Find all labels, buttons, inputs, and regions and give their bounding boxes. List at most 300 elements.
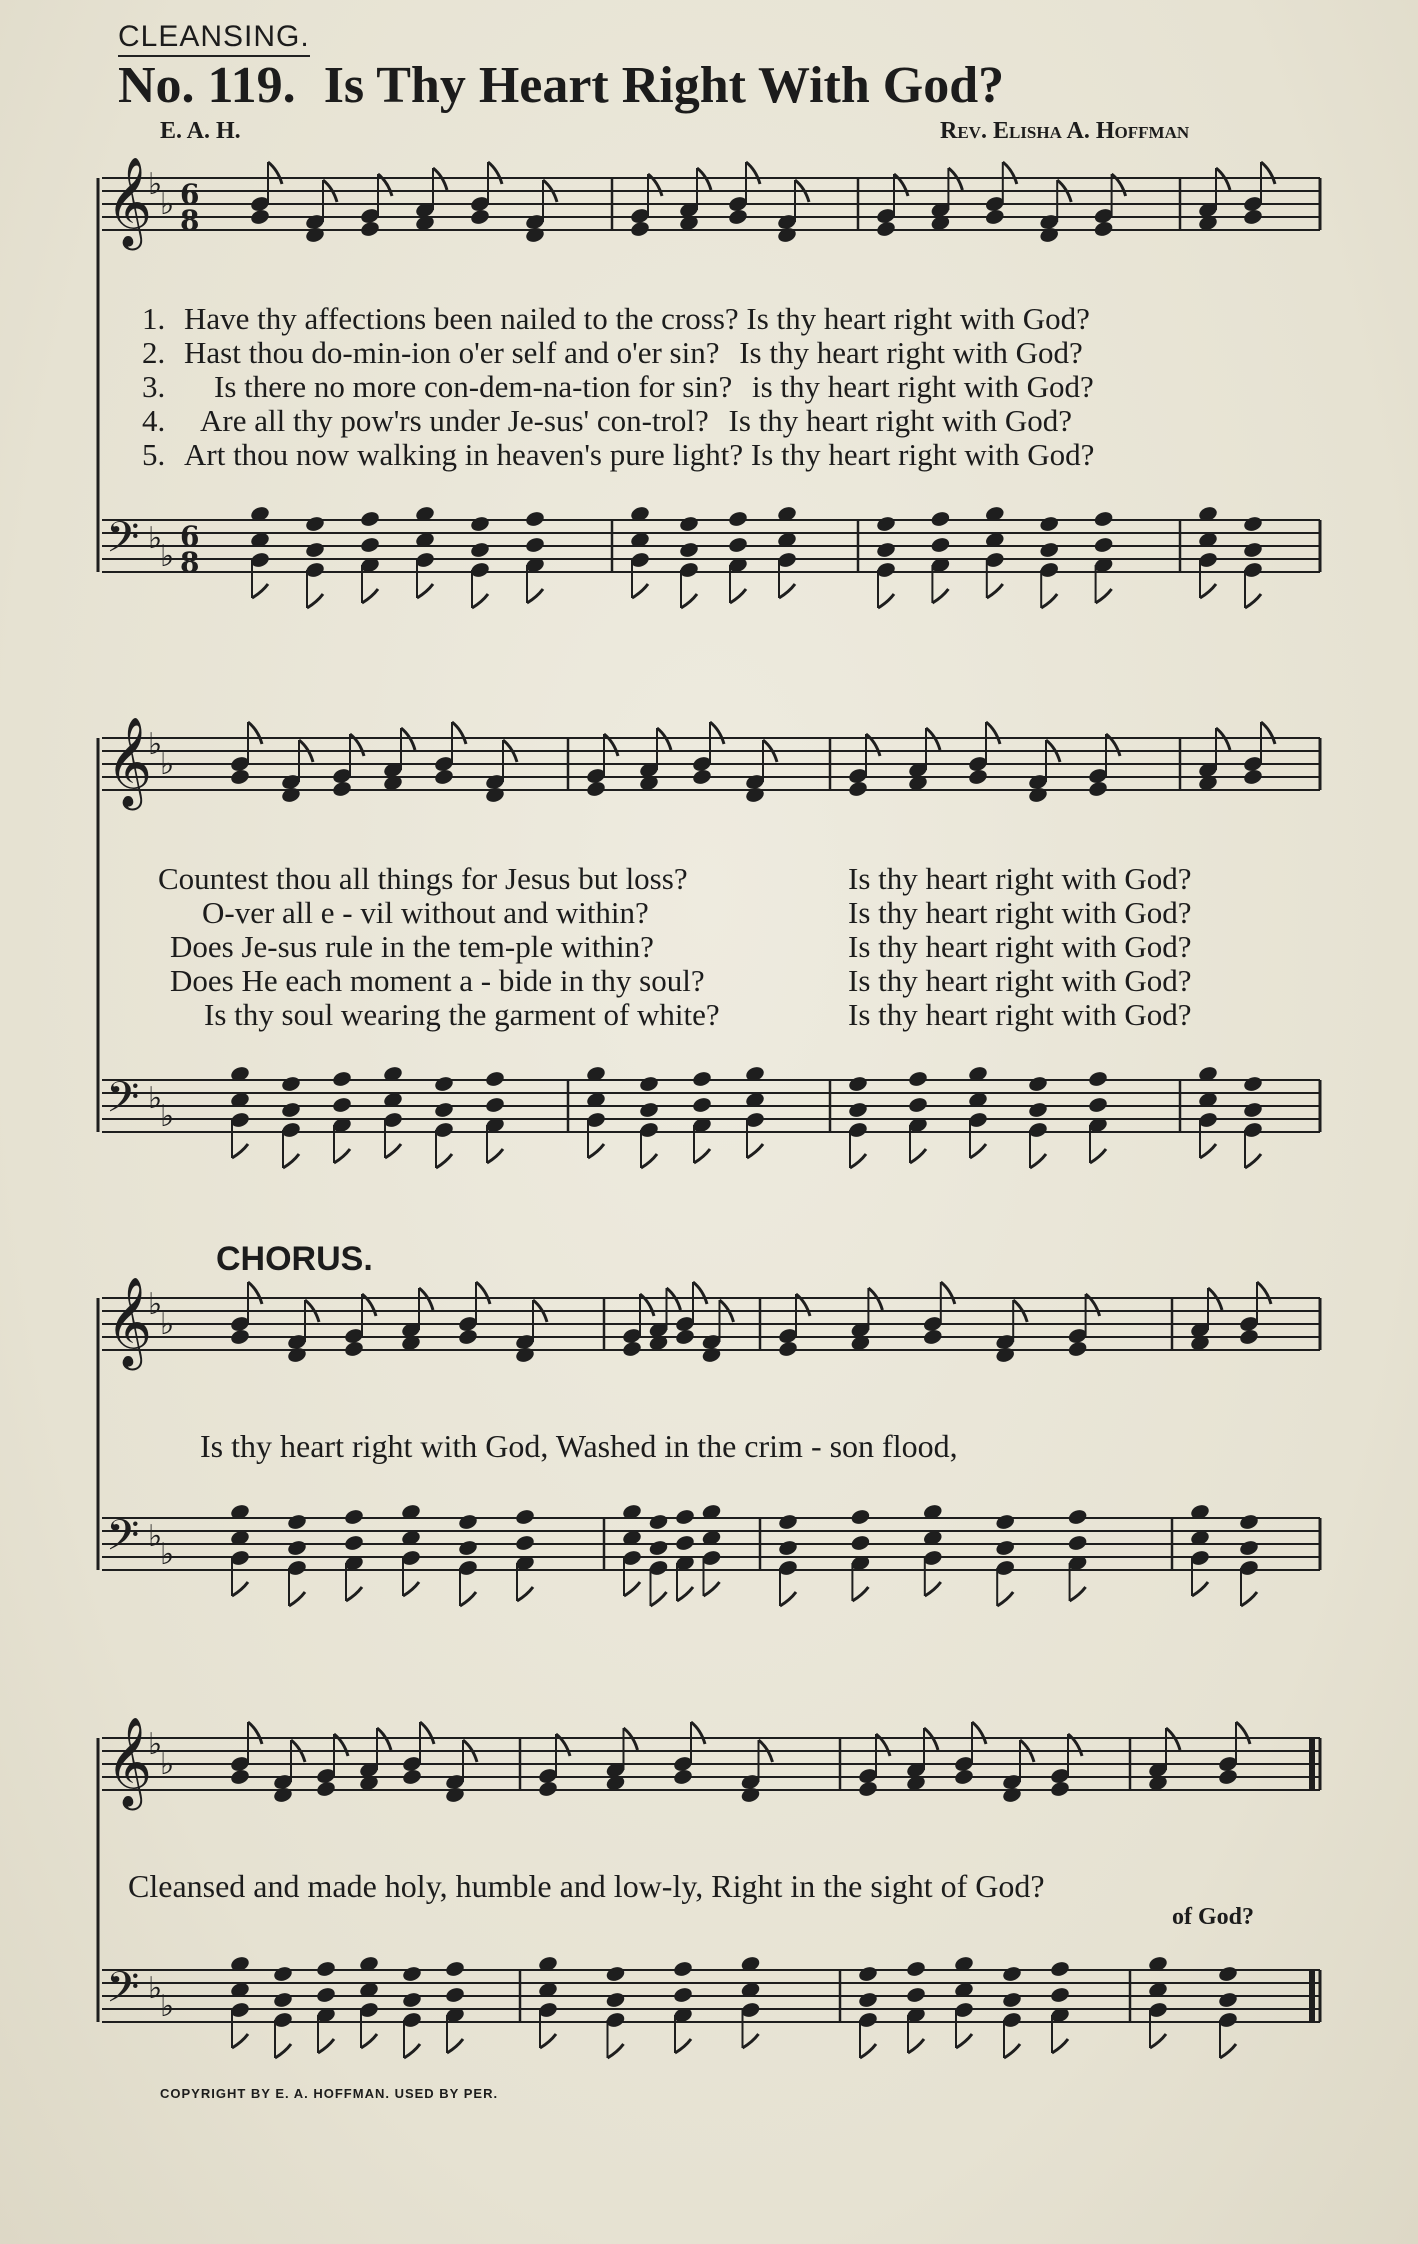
note-flag [404, 2044, 420, 2058]
note-head [691, 1096, 712, 1114]
note-flag [1030, 1154, 1046, 1168]
note-head [674, 1328, 695, 1346]
category-heading: CLEANSING. [118, 20, 310, 57]
note-head [1093, 536, 1114, 554]
note-head [930, 536, 951, 554]
note-head [638, 1101, 659, 1119]
treble-clef: 𝄞 [106, 1277, 153, 1367]
note-head [776, 226, 797, 244]
note-head [907, 1070, 928, 1088]
note-head [1039, 515, 1060, 533]
lyric-text: O-ver all e - vil without and within? [202, 895, 649, 930]
note-head [286, 1513, 307, 1531]
note-head [1001, 1991, 1022, 2009]
flat-sign: ♭ [148, 727, 163, 762]
note-head [995, 1513, 1016, 1531]
lyric-refrain: Is thy heart right with God? [848, 963, 1192, 998]
note-head [585, 780, 606, 798]
note-head [359, 510, 380, 528]
hymn-number: No. 119. [118, 57, 296, 114]
note-head [1027, 786, 1048, 804]
note-head [229, 1328, 250, 1346]
lyric-line [142, 438, 1094, 472]
note-head [691, 1070, 712, 1088]
note-head [1027, 1101, 1048, 1119]
note-head [907, 1096, 928, 1114]
note-flag [232, 2034, 248, 2048]
note-flag [307, 594, 323, 608]
note-head [514, 1508, 535, 1526]
lyric-text: Are all thy pow'rs under Je-sus' con-trol? [200, 403, 709, 438]
note-head [524, 536, 545, 554]
note-head [648, 1513, 669, 1531]
note-head [857, 1991, 878, 2009]
note-head [875, 220, 896, 238]
note-head [304, 541, 325, 559]
lyric-text: Countest thou all things for Jesus but loss? [158, 861, 688, 896]
note-flag [1070, 1587, 1086, 1601]
lyric-line [142, 370, 1094, 404]
note-head [524, 226, 545, 244]
chorus-lyric-line-1: Is thy heart right with God, Washed in the crim - son flood, [200, 1428, 958, 1464]
note-head [638, 1075, 659, 1093]
note-flag [632, 584, 648, 598]
flat-sign: ♭ [160, 747, 175, 782]
note-flag [852, 1587, 868, 1601]
note-flag [986, 722, 1000, 744]
note-flag [334, 1149, 350, 1163]
hymn-title: Is Thy Heart Right With God? [323, 57, 1005, 114]
lyric-refrain: Is thy heart right with God? [746, 301, 1090, 336]
note-flag [779, 584, 795, 598]
note-head [444, 1986, 465, 2004]
note-flag [850, 1154, 866, 1168]
note-flag [1261, 162, 1275, 184]
note-head [905, 1960, 926, 1978]
note-head [1087, 780, 1108, 798]
note-head [469, 515, 490, 533]
note-flag [361, 2034, 377, 2048]
note-flag [651, 1592, 667, 1606]
chorus-echo: of God? [1172, 1904, 1255, 1930]
note-head [401, 1991, 422, 2009]
note-head [674, 1508, 695, 1526]
note-flag [1192, 1582, 1208, 1596]
note-head [229, 768, 250, 786]
note-head [331, 1070, 352, 1088]
note-head [469, 208, 490, 226]
note-head [304, 226, 325, 244]
note-flag [318, 2039, 334, 2053]
flat-sign: ♭ [148, 1519, 163, 1554]
lyric-line [158, 896, 1192, 930]
note-head [1039, 226, 1060, 244]
note-flag [710, 722, 724, 744]
note-flag [730, 589, 746, 603]
note-head [272, 1965, 293, 1983]
note-head [875, 515, 896, 533]
note-head [331, 780, 352, 798]
note-head [648, 1539, 669, 1557]
note-head [1242, 515, 1263, 533]
note-head [1217, 1991, 1238, 2009]
verse-number: 1. [142, 301, 166, 336]
note-head [1238, 1513, 1259, 1531]
note-flag [447, 2039, 463, 2053]
note-head [875, 541, 896, 559]
note-flag [1261, 722, 1275, 744]
note-head [249, 208, 270, 226]
note-flag [641, 1154, 657, 1168]
note-flag [624, 1582, 640, 1596]
note-flag [362, 589, 378, 603]
note-flag [681, 594, 697, 608]
flat-sign: ♭ [160, 187, 175, 222]
note-head [280, 786, 301, 804]
note-flag [452, 722, 466, 744]
note-flag [693, 1282, 707, 1304]
lyric-text: Is thy soul wearing the garment of white? [204, 997, 720, 1032]
flat-sign: ♭ [148, 1287, 163, 1322]
note-head [444, 1960, 465, 1978]
note-head [727, 536, 748, 554]
note-head [331, 1096, 352, 1114]
lyric-text: Art thou now walking in heaven's pure light? [184, 437, 744, 472]
note-head [359, 536, 380, 554]
note-head [850, 1534, 871, 1552]
flat-sign: ♭ [148, 1971, 163, 2006]
note-flag [232, 1144, 248, 1158]
note-head [1001, 1786, 1022, 1804]
note-head [922, 1328, 943, 1346]
note-head [672, 1960, 693, 1978]
note-head [1087, 1096, 1108, 1114]
lyric-text: Does Je-sus rule in the tem-ple within? [170, 929, 654, 964]
note-head [691, 768, 712, 786]
lyric-line [158, 930, 1192, 964]
copyright-notice: COPYRIGHT BY E. A. HOFFMAN. USED BY PER. [160, 2086, 499, 2101]
note-flag [248, 722, 262, 744]
note-flag [436, 1154, 452, 1168]
note-flag [677, 1587, 693, 1601]
note-flag [997, 1592, 1013, 1606]
verse-number: 2. [142, 335, 166, 370]
note-head [1087, 1070, 1108, 1088]
note-flag [987, 584, 1003, 598]
note-head [1001, 1965, 1022, 1983]
note-flag [694, 1149, 710, 1163]
note-head [672, 1986, 693, 2004]
note-head [433, 1101, 454, 1119]
lyric-refrain: Is thy heart right with God? [848, 861, 1192, 896]
note-head [605, 1991, 626, 2009]
note-head [1093, 510, 1114, 528]
verse-lyrics-part1 [142, 302, 1094, 472]
note-head [1027, 1075, 1048, 1093]
note-head [1238, 1328, 1259, 1346]
flat-sign: ♭ [160, 1307, 175, 1342]
note-head [847, 1075, 868, 1093]
note-head [457, 1513, 478, 1531]
verse-number: 5. [142, 437, 166, 472]
note-head [286, 1346, 307, 1364]
note-flag [472, 594, 488, 608]
note-head [857, 1780, 878, 1798]
note-head [850, 1508, 871, 1526]
note-flag [1257, 1282, 1271, 1304]
note-flag [252, 584, 268, 598]
lyric-line [142, 302, 1094, 336]
flat-sign: ♭ [160, 539, 175, 574]
note-head [272, 1786, 293, 1804]
lyric-line [158, 964, 1192, 998]
note-head [280, 1101, 301, 1119]
note-flag [417, 584, 433, 598]
note-flag [972, 1722, 986, 1744]
lyric-refrain: Is thy heart right with God? [750, 437, 1095, 472]
time-signature-top: 6 [180, 520, 200, 553]
flat-sign: ♭ [160, 1989, 175, 2024]
verse-lyrics-part2 [158, 862, 1192, 1032]
treble-clef: 𝄞 [106, 157, 153, 247]
lyric-text: Is there no more con-dem-na-tion for sin? [214, 369, 733, 404]
note-head [484, 1070, 505, 1088]
lyric-text: Does He each moment a - bide in thy soul? [170, 963, 705, 998]
note-flag [527, 589, 543, 603]
note-flag [908, 2039, 924, 2053]
bass-clef: 𝄢 [106, 1073, 140, 1133]
note-flag [970, 1144, 986, 1158]
note-flag [956, 2034, 972, 2048]
note-head [905, 1986, 926, 2004]
bass-clef: 𝄢 [106, 513, 140, 573]
note-head [315, 1780, 336, 1798]
note-flag [248, 1722, 262, 1744]
note-head [727, 208, 748, 226]
note-head [777, 1539, 798, 1557]
note-flag [289, 1592, 305, 1606]
note-head [401, 1965, 422, 1983]
note-head [678, 515, 699, 533]
note-head [1049, 1780, 1070, 1798]
note-flag [925, 1582, 941, 1596]
note-flag [675, 2039, 691, 2053]
flat-sign: ♭ [148, 1727, 163, 1762]
note-head [629, 220, 650, 238]
note-head [1242, 541, 1263, 559]
note-flag [476, 1282, 490, 1304]
note-flag [878, 594, 894, 608]
note-head [953, 1768, 974, 1786]
note-head [457, 1539, 478, 1557]
note-head [984, 208, 1005, 226]
note-flag [1245, 594, 1261, 608]
note-head [359, 220, 380, 238]
note-head [1067, 1534, 1088, 1552]
note-flag [1245, 1154, 1261, 1168]
note-flag [1241, 1592, 1257, 1606]
time-signature-bottom: 8 [180, 204, 200, 237]
note-head [484, 786, 505, 804]
note-flag [780, 1592, 796, 1606]
bass-clef: 𝄢 [106, 1963, 140, 2023]
treble-clef: 𝄞 [106, 717, 153, 807]
lyric-text: Hast thou do-min-ion o'er self and o'er sin? [184, 335, 720, 370]
note-head [343, 1340, 364, 1358]
flat-sign: ♭ [148, 521, 163, 556]
note-flag [1090, 1149, 1106, 1163]
note-head [605, 1965, 626, 1983]
note-head [930, 510, 951, 528]
note-head [740, 1786, 761, 1804]
note-flag [1200, 584, 1216, 598]
note-head [777, 1340, 798, 1358]
note-head [433, 1075, 454, 1093]
flat-sign: ♭ [148, 1081, 163, 1116]
note-head [777, 1513, 798, 1531]
note-flag [910, 1149, 926, 1163]
lyric-refrain: Is thy heart right with God? [728, 403, 1073, 438]
note-head [537, 1780, 558, 1798]
lyric-line [158, 862, 1192, 896]
note-flag [588, 1144, 604, 1158]
note-head [1049, 1986, 1070, 2004]
note-head [1039, 541, 1060, 559]
lyric-line [142, 404, 1094, 438]
note-flag [1220, 2044, 1236, 2058]
note-head [272, 1991, 293, 2009]
note-head [484, 1096, 505, 1114]
note-flag [517, 1587, 533, 1601]
note-flag [403, 1582, 419, 1596]
note-head [514, 1346, 535, 1364]
note-head [995, 1346, 1016, 1364]
note-head [1049, 1960, 1070, 1978]
note-flag [932, 589, 948, 603]
note-head [401, 1768, 422, 1786]
note-flag [1236, 1722, 1250, 1744]
bass-clef: 𝄢 [106, 1511, 140, 1571]
verse-number: 4. [142, 403, 166, 438]
note-flag [704, 1582, 720, 1596]
note-flag [488, 162, 502, 184]
lyric-refrain: Is thy heart right with God? [739, 335, 1083, 370]
note-head [343, 1534, 364, 1552]
flat-sign: ♭ [160, 1099, 175, 1134]
words-credit: E. A. H. [160, 118, 241, 144]
note-flag [1004, 2044, 1020, 2058]
note-head [315, 1986, 336, 2004]
note-head [727, 510, 748, 528]
note-flag [540, 2034, 556, 2048]
note-head [744, 786, 765, 804]
note-head [1217, 1965, 1238, 1983]
note-flag [1052, 2039, 1068, 2053]
lyric-text: Have thy affections been nailed to the cross? [184, 301, 739, 336]
note-flag [691, 1722, 705, 1744]
note-head [967, 768, 988, 786]
note-head [847, 780, 868, 798]
note-head [304, 515, 325, 533]
lyric-refrain: Is thy heart right with God? [848, 997, 1192, 1032]
note-head [280, 1075, 301, 1093]
note-head [444, 1786, 465, 1804]
note-flag [743, 2034, 759, 2048]
music-credit: Rev. Elisha A. Hoffman [940, 118, 1190, 144]
note-head [514, 1534, 535, 1552]
note-flag [860, 2044, 876, 2058]
note-head [621, 1340, 642, 1358]
note-flag [420, 1722, 434, 1744]
note-head [1238, 1539, 1259, 1557]
note-head [1242, 768, 1263, 786]
chorus-label: CHORUS. [216, 1240, 373, 1278]
note-head [678, 541, 699, 559]
note-flag [460, 1592, 476, 1606]
flat-sign: ♭ [160, 1747, 175, 1782]
note-head [433, 768, 454, 786]
note-flag [1096, 589, 1112, 603]
treble-clef: 𝄞 [106, 1717, 153, 1807]
time-signature-top: 6 [180, 178, 200, 211]
note-head [857, 1965, 878, 1983]
note-flag [487, 1149, 503, 1163]
flat-sign: ♭ [148, 167, 163, 202]
note-flag [275, 2044, 291, 2058]
note-flag [747, 1144, 763, 1158]
note-head [674, 1534, 695, 1552]
note-head [1067, 1508, 1088, 1526]
note-head [995, 1539, 1016, 1557]
verse-number: 3. [142, 369, 166, 404]
note-head [1242, 1101, 1263, 1119]
note-head [1093, 220, 1114, 238]
note-head [315, 1960, 336, 1978]
note-flag [1003, 162, 1017, 184]
lyric-line [158, 998, 1192, 1032]
chorus-lyric-line-2: Cleansed and made holy, humble and low-ly, Right in the sight of God? [128, 1868, 1045, 1904]
note-flag [385, 1144, 401, 1158]
note-flag [608, 2044, 624, 2058]
flat-sign: ♭ [160, 1537, 175, 1572]
note-head [672, 1768, 693, 1786]
note-flag [1200, 1144, 1216, 1158]
note-head [469, 541, 490, 559]
note-head [343, 1508, 364, 1526]
note-flag [1041, 594, 1057, 608]
note-head [524, 510, 545, 528]
note-head [1067, 1340, 1088, 1358]
note-head [847, 1101, 868, 1119]
lyric-refrain: Is thy heart right with God? [848, 929, 1192, 964]
note-flag [1150, 2034, 1166, 2048]
note-head [1242, 1075, 1263, 1093]
note-flag [232, 1582, 248, 1596]
note-flag [941, 1282, 955, 1304]
note-flag [746, 162, 760, 184]
note-flag [283, 1154, 299, 1168]
note-head [701, 1346, 722, 1364]
lyric-refrain: Is thy heart right with God? [848, 895, 1192, 930]
lyric-refrain: is thy heart right with God? [751, 369, 1094, 404]
lyric-line [142, 336, 1094, 370]
note-flag [248, 1282, 262, 1304]
note-flag [268, 162, 282, 184]
note-flag [346, 1587, 362, 1601]
note-head [1242, 208, 1263, 226]
note-head [1217, 1768, 1238, 1786]
note-head [229, 1768, 250, 1786]
